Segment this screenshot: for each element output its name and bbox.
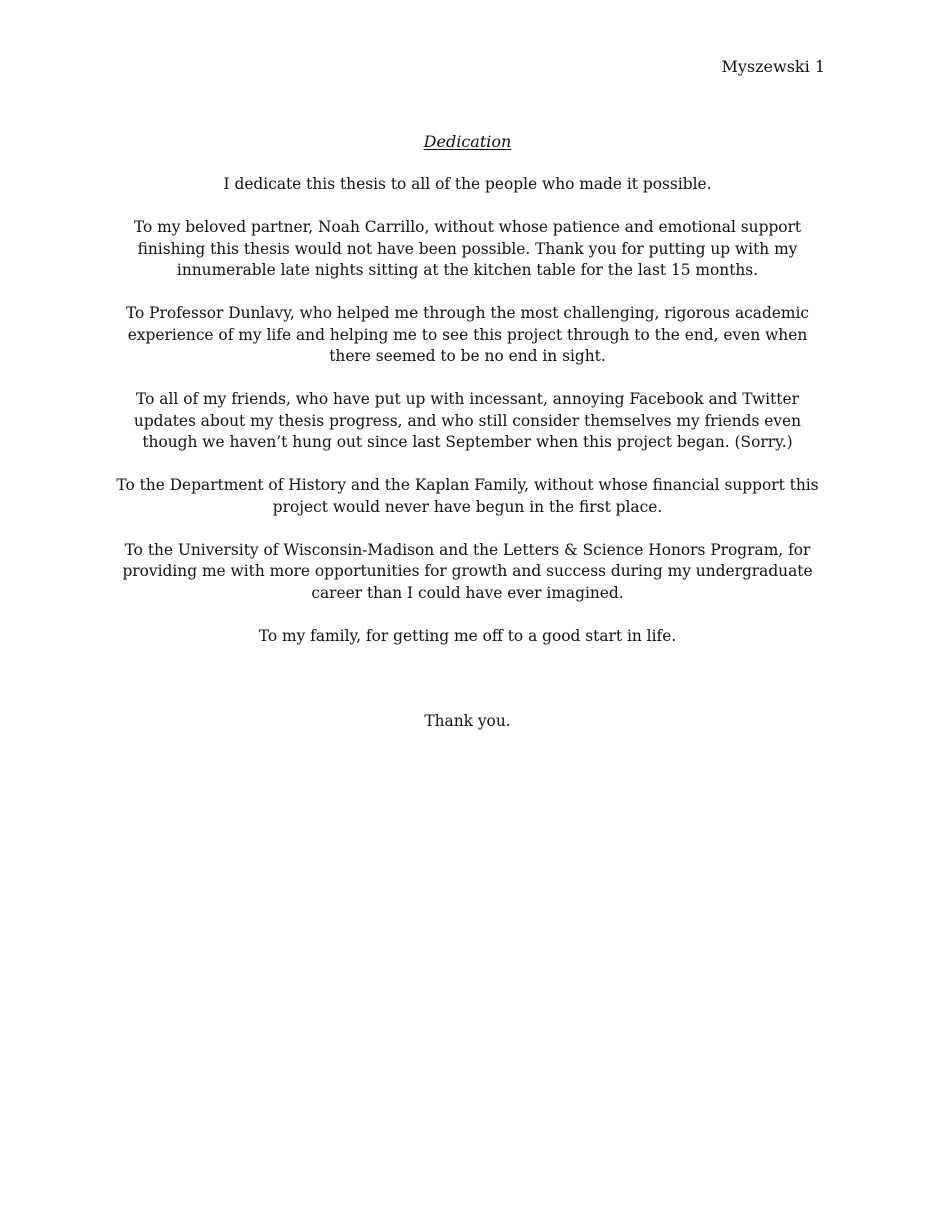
paragraph-line: experience of my life and helping me to see this project through to the end, even when — [127, 325, 808, 344]
paragraph-line: innumerable late nights sitting at the kitchen table for the last 15 months. — [176, 261, 759, 279]
paragraph-line: career than I could have ever imagined. — [311, 583, 624, 602]
dedication-paragraph-friends — [100, 389, 835, 454]
dedication-paragraph-department — [100, 475, 835, 518]
dedication-paragraph-intro — [100, 174, 835, 196]
dedication-section — [100, 131, 835, 754]
dedication-paragraph-professor — [100, 303, 835, 368]
paragraph-line: I dedicate this thesis to all of the people who made it possible. — [223, 175, 712, 193]
paragraph-line: To the Department of History and the Kaplan Family, without whose financial support this — [116, 476, 819, 494]
paragraph-line: To my beloved partner, Noah Carrillo, without whose patience and emotional support — [133, 218, 802, 236]
paragraph-line: To all of my friends, who have put up with incessant, annoying Facebook and Twitter — [136, 390, 799, 408]
paragraph-line: there seemed to be no end in sight. — [329, 347, 606, 365]
dedication-paragraph-university — [100, 540, 835, 605]
dedication-paragraph-partner — [100, 217, 835, 282]
paragraph-line: To my family, for getting me off to a good start in life. — [258, 626, 677, 645]
paragraph-line: finishing this thesis would not have been possible. Thank you for putting up with my — [137, 239, 798, 258]
paragraph-line: To Professor Dunlavy, who helped me through the most challenging, rigorous academic — [125, 304, 810, 322]
page-header-number: Myszewski 1 — [721, 57, 825, 76]
dedication-closing: Thank you. — [424, 712, 511, 730]
paragraph-line: updates about my thesis progress, and who still consider themselves my friends even — [133, 411, 802, 430]
paragraph-line: providing me with more opportunities for growth and success during my undergraduate — [122, 562, 813, 580]
paragraph-line: project would never have begun in the first place. — [272, 497, 663, 516]
dedication-paragraph-family — [100, 626, 835, 648]
paragraph-line: though we haven’t hung out since last September when this project began. (Sorry.) — [142, 433, 793, 451]
dedication-title: Dedication — [423, 132, 512, 151]
paragraph-line: To the University of Wisconsin-Madison and the Letters & Science Honors Program, for — [124, 540, 811, 559]
